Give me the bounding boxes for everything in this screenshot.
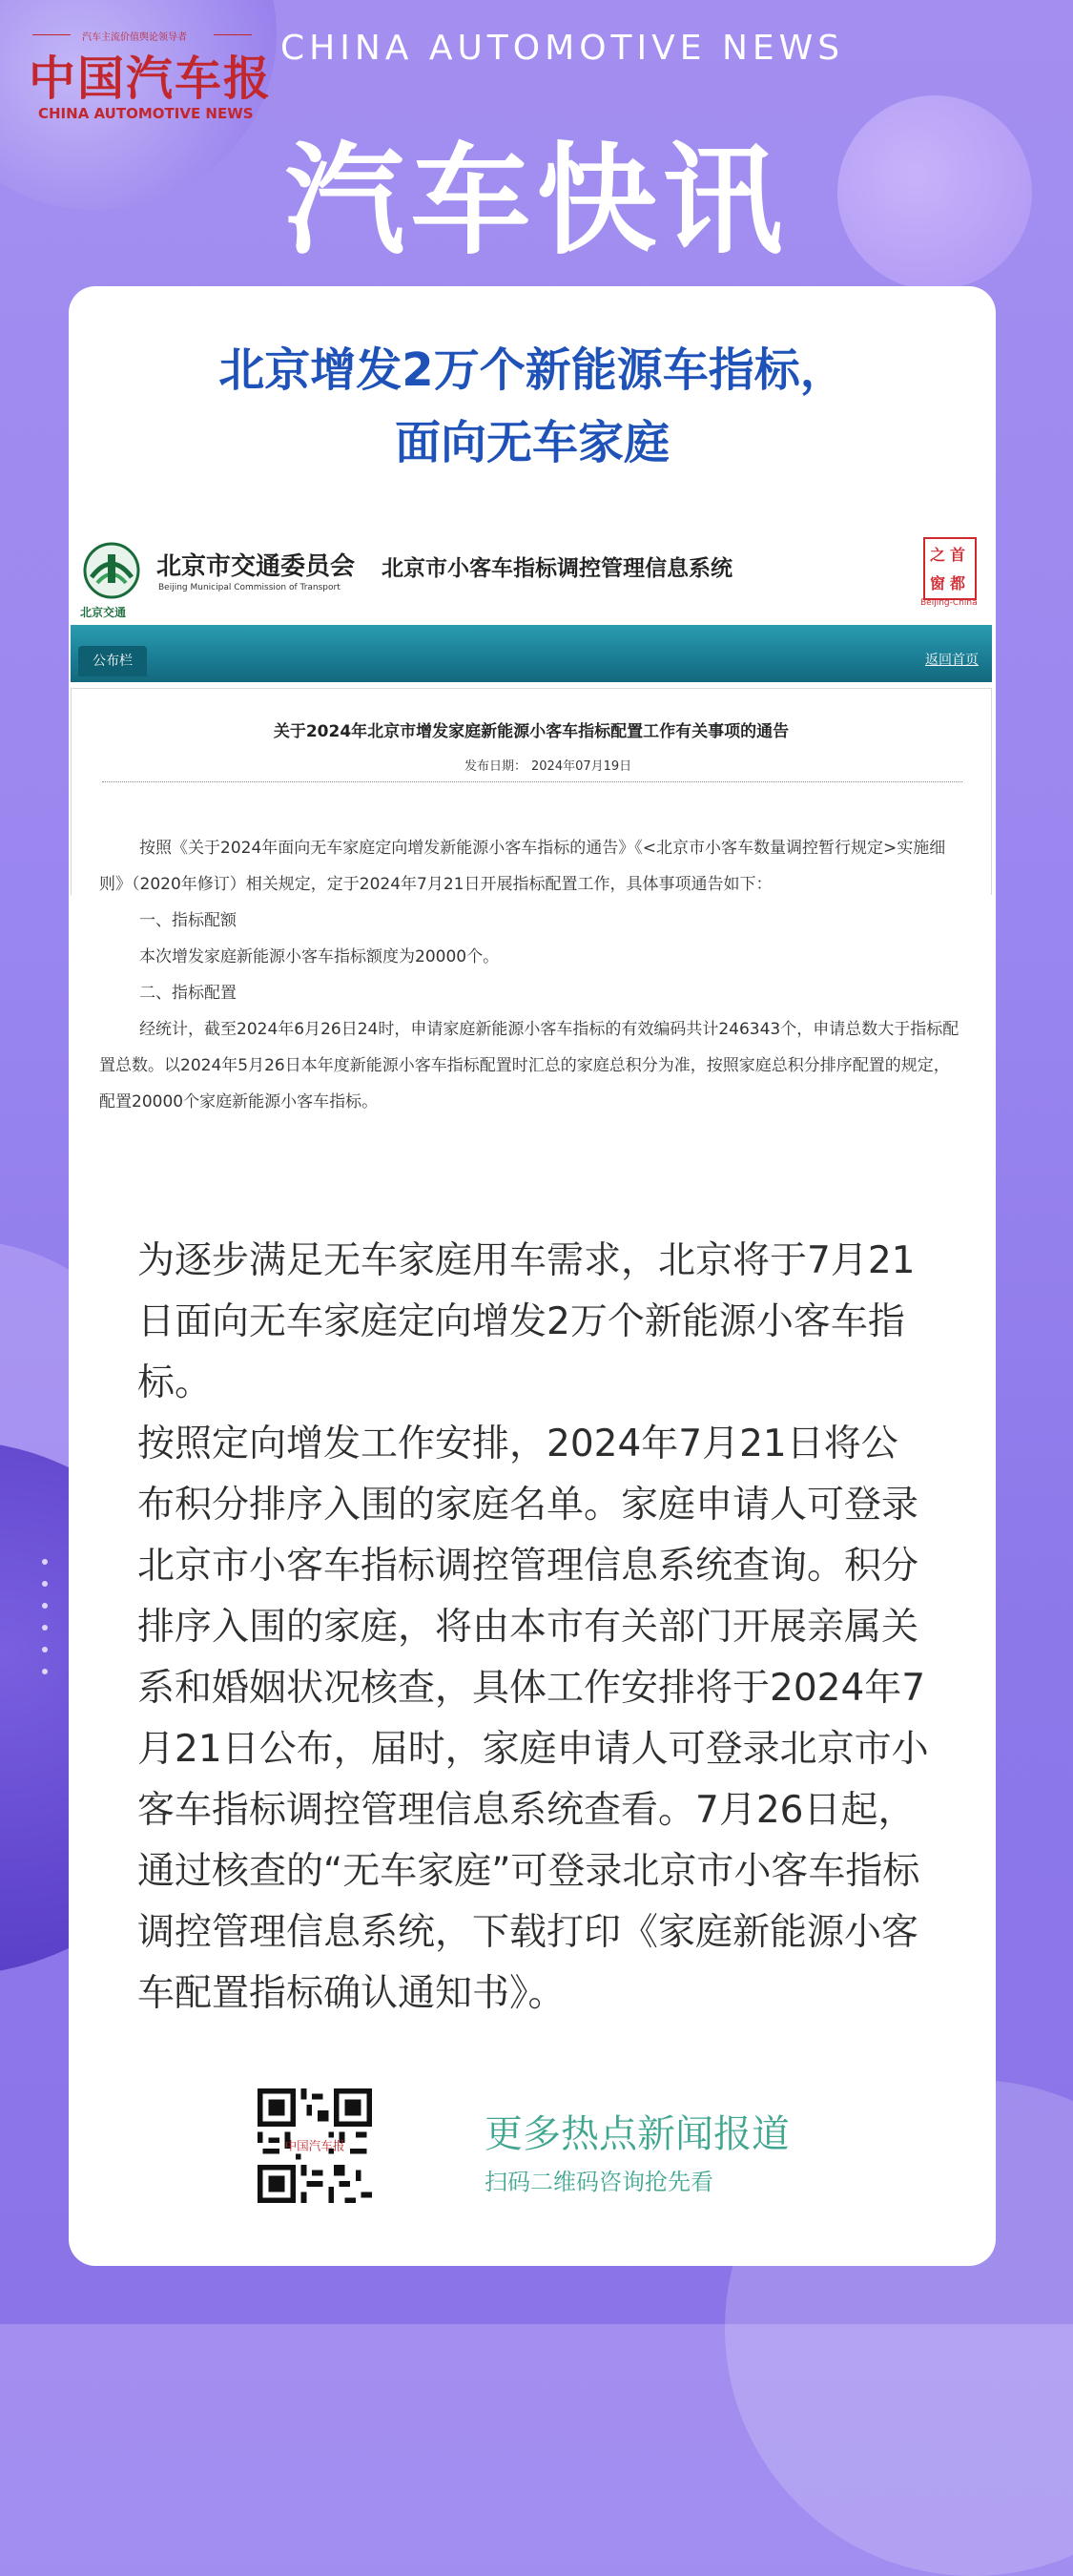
notice-section-heading: 二、指标配置 — [139, 984, 237, 1003]
article-headline — [69, 334, 996, 479]
seal-char: 之 — [930, 546, 946, 564]
brand-name-cn: 中国汽车报 — [29, 51, 273, 106]
seal-char: 窗 — [930, 574, 946, 592]
logo-rule-right — [214, 34, 252, 35]
back-home-link[interactable]: 返回首页 — [925, 653, 979, 668]
org-name-en: Beijing Municipal Commission of Transport — [158, 583, 340, 592]
seal-char: 都 — [950, 574, 966, 592]
more-news-title: 更多热点新闻报道 — [485, 2112, 790, 2156]
article-paragraph: 按照定向增发工作安排，2024年7月21日将公布积分排序入围的家庭名单。家庭申请人可登录北京市小客车指标调控管理信息系统查询。积分排序入围的家庭，将由本市有关部门开展亲属关系和婚姻状况核查，具体工作安排将于2024年7月21日公布，届时，家庭申请人可登录北京市小客车指标调控管理信息系统查看。7月26日起，通过核查的“无车家庭”可登录北京市小客车指标调控管理信息系统，下载打印《家庭新能源小客车配置指标确认通知书》。 — [137, 1423, 929, 2015]
system-name: 北京市小客车指标调控管理信息系统 — [382, 556, 733, 581]
seal-char: 首 — [950, 546, 966, 564]
gov-nav-bar — [71, 625, 992, 682]
notice-section-heading: 一、指标配额 — [139, 911, 237, 930]
article-paragraph: 为逐步满足无车家庭用车需求，北京将于7月21日面向无车家庭定向增发2万个新能源小客车指标。 — [137, 1239, 916, 1404]
qr-code-icon[interactable] — [258, 2088, 372, 2203]
header-title-cn: 汽车快讯 — [284, 131, 789, 271]
header-subtitle-en: CHINA AUTOMOTIVE NEWS — [280, 29, 845, 68]
bjjt-logo-caption: 北京交通 — [80, 606, 127, 619]
seal-caption-en: Beijing-China — [920, 598, 978, 608]
notice-title: 关于2024年北京市增发家庭新能源小客车指标配置工作有关事项的通告 — [273, 722, 790, 741]
decor-dots — [42, 1559, 55, 1691]
notice-paragraph: 经统计，截至2024年6月26日24时，申请家庭新能源小客车指标的有效编码共计246343个，申请总数大于指标配置总数。以2024年5月26日本年度新能源小客车指标配置时汇总的家庭总积分为准，按照家庭总积分排序配置的规定，配置20000个家庭新能源小客车指标。 — [99, 1020, 960, 1111]
article-body — [137, 1231, 935, 2025]
notice-divider — [102, 781, 962, 782]
notice-paragraph: 按照《关于2024年面向无车家庭定向增发新能源小客车指标的通告》《<北京市小客车数量调控暂行规定>实施细则》（2020年修订）相关规定，定于2024年7月21日开展指标配置工作，具体事项通告如下： — [99, 839, 946, 894]
more-news-subtitle: 扫码二维码咨询抢先看 — [485, 2169, 713, 2195]
notice-paragraph: 本次增发家庭新能源小客车指标额度为20000个。 — [139, 947, 500, 966]
brand-slogan: 汽车主流价值舆论领导者 — [82, 32, 187, 43]
notice-body — [99, 830, 965, 1120]
tab-bulletin[interactable]: 公布栏 — [78, 646, 147, 676]
notice-date-label: 发布日期： — [464, 759, 527, 774]
brand-name-en: CHINA AUTOMOTIVE NEWS — [38, 105, 254, 122]
logo-rule-left — [32, 34, 71, 35]
capital-window-seal — [923, 537, 977, 600]
qr-center-logo: 中国汽车报 — [284, 2138, 345, 2153]
org-name: 北京市交通委员会 — [156, 552, 356, 581]
bjjt-emblem-icon — [78, 539, 145, 606]
article-card — [69, 286, 996, 2266]
notice-date: 2024年07月19日 — [531, 759, 632, 774]
headline-line-2: 面向无车家庭 — [394, 416, 670, 469]
headline-line-1: 北京增发2万个新能源车指标， — [218, 343, 846, 397]
